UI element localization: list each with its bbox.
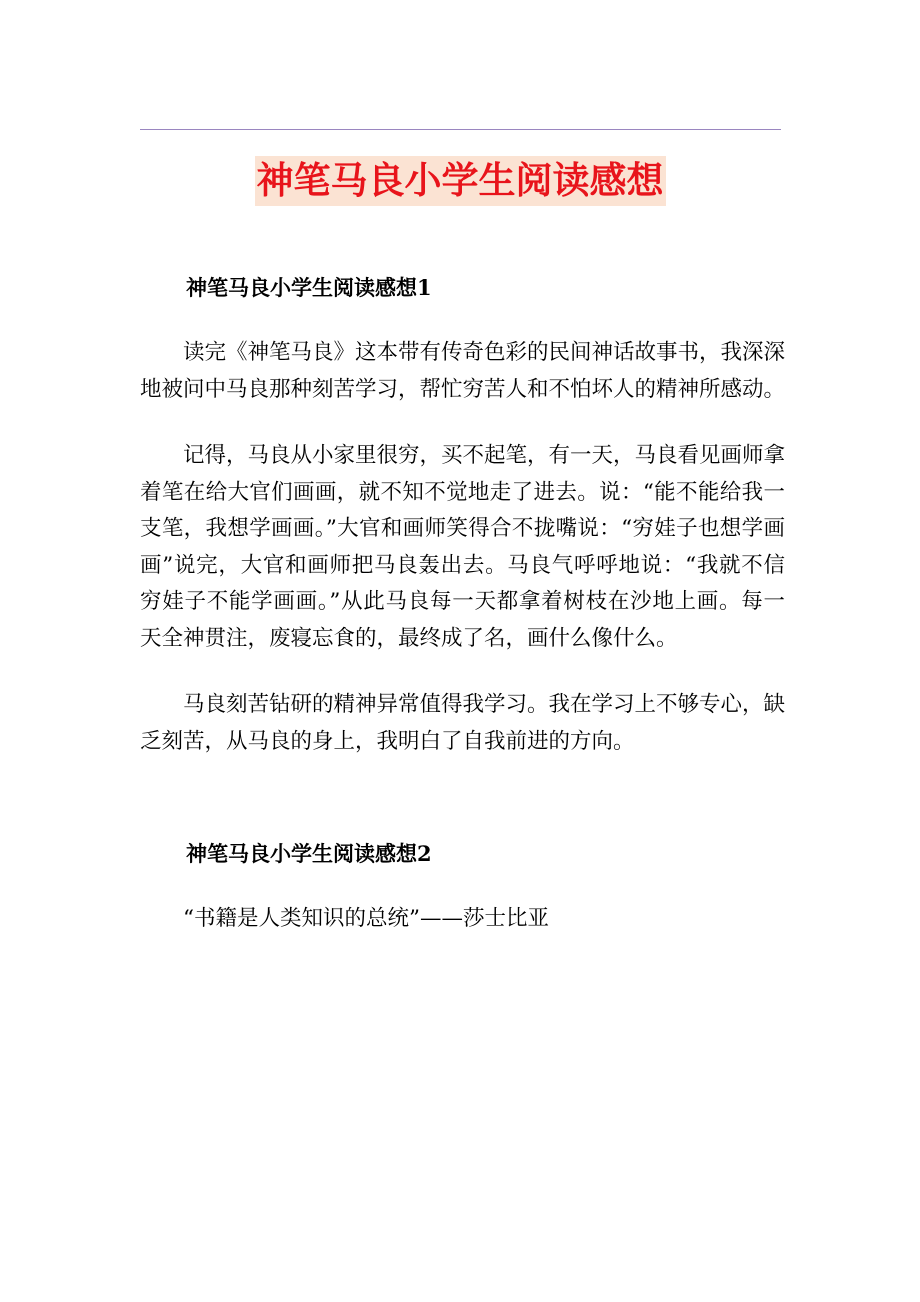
- section-heading-2: 神笔马良小学生阅读感想2: [186, 841, 432, 866]
- section-heading-1: 神笔马良小学生阅读感想1: [186, 275, 432, 300]
- title-container: [0, 156, 920, 206]
- section-1-paragraph-2: 记得，马良从小家里很穷，买不起笔，有一天，马良看见画师拿着笔在给大官们画画，就不知不觉地走了进去。说：“能不能给我一支笔，我想学画画。”大官和画师笑得合不拢嘴说：“穷娃子也想学画画”说完，大官和画师把马良轰出去。马良气呼呼地说：“我就不信穷娃子不能学画画。”从此马良每一天都拿着树枝在沙地上画。每一天全神贯注，废寝忘食的，最终成了名，画什么像什么。: [140, 443, 786, 651]
- section-1-paragraph-1: 读完《神笔马良》这本带有传奇色彩的民间神话故事书，我深深地被问中马良那种刻苦学习，帮忙穷苦人和不怕坏人的精神所感动。: [140, 340, 786, 402]
- document-title: 神笔马良小学生阅读感想: [255, 156, 666, 206]
- section-2-paragraph-1: “书籍是人类知识的总统”——莎士比亚: [183, 906, 549, 931]
- header-divider: [140, 129, 781, 130]
- section-1-paragraph-3: 马良刻苦钻研的精神异常值得我学习。我在学习上不够专心，缺乏刻苦，从马良的身上，我明白了自我前进的方向。: [140, 692, 786, 754]
- document-body: [140, 270, 785, 938]
